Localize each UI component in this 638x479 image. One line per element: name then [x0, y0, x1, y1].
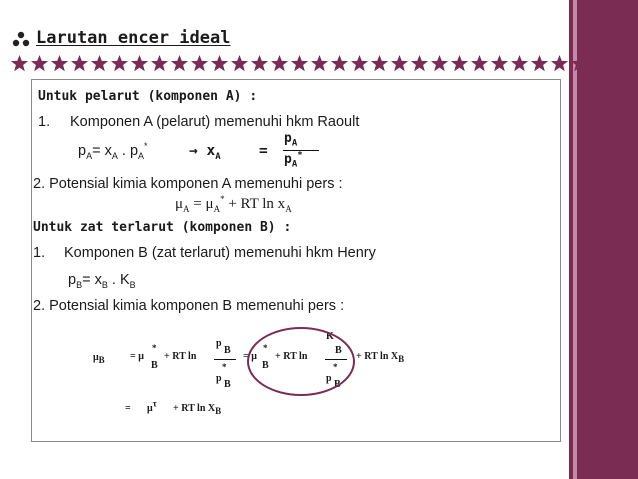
formula-frac1-num-p: p [216, 338, 222, 349]
star-icon [370, 54, 389, 73]
star-icon [170, 54, 189, 73]
star-icon [150, 54, 169, 73]
star-icon [470, 54, 489, 73]
star-icon [510, 54, 529, 73]
formula-star1: * [152, 343, 157, 353]
formula-eq2: = μ [243, 351, 257, 362]
formula-line2-mu: $\mu^\tau$ [147, 398, 157, 414]
star-icon [430, 54, 449, 73]
highlight-circle [247, 327, 355, 396]
star-icon [30, 54, 49, 73]
raoult-equation: $p_A= x_A$ . $p_A^*$ [78, 141, 148, 161]
star-icon [130, 54, 149, 73]
star-icon [330, 54, 349, 73]
formula-sub-b2: B [262, 360, 269, 371]
formula-mu-b: $\mu_B$ [93, 352, 105, 365]
star-icon [250, 54, 269, 73]
item-a2-text: 2. Potensial kimia komponen A memenuhi pers : [33, 176, 343, 192]
formula-eq1: = μ [130, 351, 144, 362]
formula-star2: * [263, 343, 268, 353]
star-icon [550, 54, 569, 73]
formula-tail: + RT $\ln X_B$ [356, 351, 405, 364]
star-icon [450, 54, 469, 73]
slide-title: Larutan encer ideal [36, 28, 231, 48]
star-icon [410, 54, 429, 73]
star-icon [70, 54, 89, 73]
item-a1-number: 1. [38, 114, 51, 130]
formula-line2-rest: + RT $\ln X_B$ [173, 403, 222, 416]
formula-frac1-bar [214, 359, 236, 360]
formula-sub-b1: B [151, 360, 158, 371]
formula-frac1-den-sub: B [224, 379, 231, 390]
heading-component-a: Untuk pelarut (komponen A) : [38, 89, 258, 104]
star-icon [190, 54, 209, 73]
formula-rt-ln1: + RT ln [164, 351, 197, 362]
therefore-bullet-icon [12, 31, 30, 47]
formula-frac2-den-p: p [326, 373, 332, 384]
star-divider [10, 54, 589, 74]
formula-frac2-den-sub: B [334, 379, 341, 390]
heading-component-b: Untuk zat terlarut (komponen B) : [33, 220, 292, 235]
henry-equation: $p_B= x_B$ . $K_B$ [68, 272, 136, 290]
star-icon [290, 54, 309, 73]
chemical-potential-a-equation: $\mu_A = \mu_A^*$ + RT $\ln x_A$ [175, 194, 292, 214]
raoult-denominator: $p_A^*$ [284, 150, 303, 170]
star-icon [50, 54, 69, 73]
raoult-numerator: $p_A$ [284, 131, 298, 149]
formula-frac2-num-sub: B [335, 345, 342, 356]
star-icon [210, 54, 229, 73]
star-icon [90, 54, 109, 73]
formula-frac1-den-p: p [216, 373, 222, 384]
formula-frac2-num-k: K [326, 331, 334, 342]
star-icon [270, 54, 289, 73]
star-icon [570, 54, 589, 73]
star-icon [310, 54, 329, 73]
star-icon [390, 54, 409, 73]
item-b1-text: Komponen B (zat terlarut) memenuhi hkm Henry [64, 245, 376, 261]
item-a1-text: Komponen A (pelarut) memenuhi hkm Raoult [70, 114, 360, 130]
star-icon [110, 54, 129, 73]
formula-rt-ln2: + RT ln [275, 351, 308, 362]
formula-frac1-num-sub: B [224, 345, 231, 356]
formula-frac2-star: * [333, 362, 338, 372]
star-icon [530, 54, 549, 73]
formula-line2-eq: = [125, 403, 131, 414]
item-b1-number: 1. [33, 245, 46, 261]
formula-frac1-star: * [222, 362, 227, 372]
star-icon [490, 54, 509, 73]
star-icon [350, 54, 369, 73]
raoult-equals: = [259, 143, 268, 159]
raoult-arrow: → $x_A$ [189, 143, 221, 162]
item-b2-text: 2. Potensial kimia komponen B memenuhi pers : [33, 298, 345, 314]
star-icon [10, 54, 29, 73]
star-icon [230, 54, 249, 73]
